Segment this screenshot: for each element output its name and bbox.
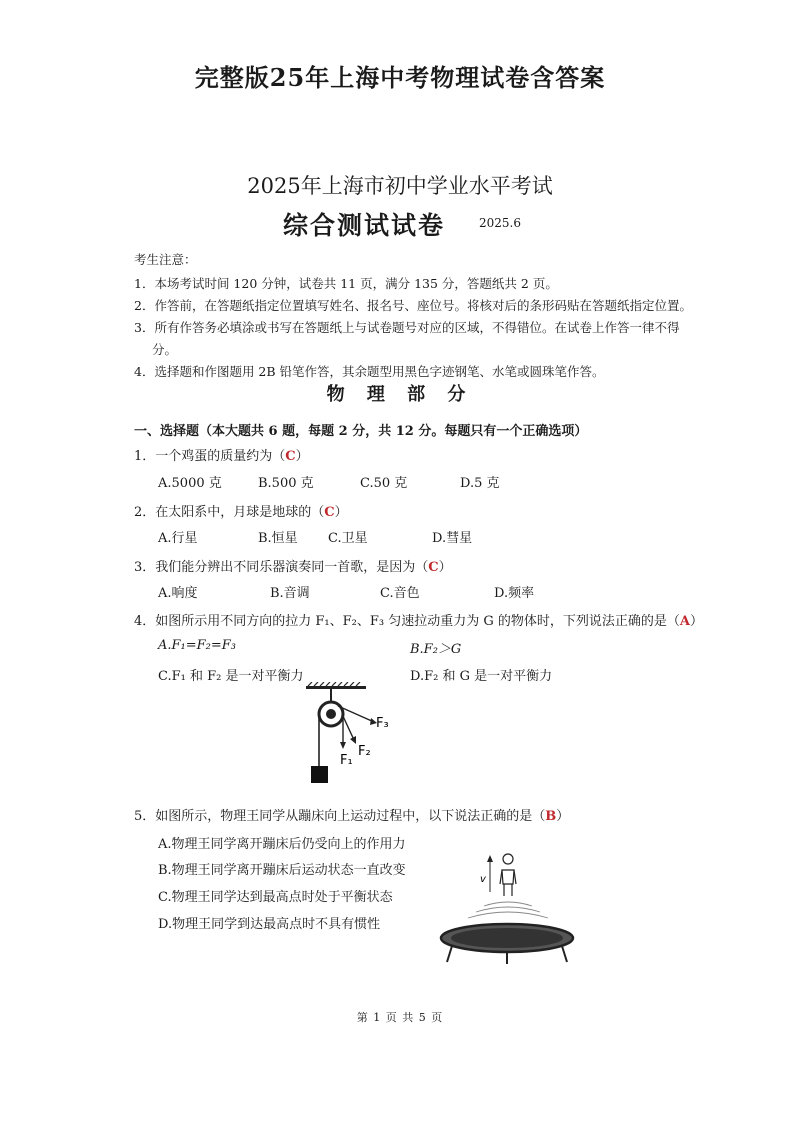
question-4-option-a: A.F₁=F₂=F₃ <box>158 638 236 653</box>
question-stem: 3．我们能分辨出不同乐器演奏同一首歌，是因为（ <box>134 560 429 575</box>
exam-title: 2025年上海市初中学业水平考试 <box>247 174 553 198</box>
question-2-stem <box>134 501 348 520</box>
note-item: 2．作答前，在答题纸指定位置填写姓名、报名号、座位号。将核对后的条形码贴在答题纸指定位置。 <box>134 298 692 313</box>
note-item-continued: 分。 <box>152 342 178 357</box>
question-3-option-b: B.音调 <box>270 586 310 601</box>
question-5-stem <box>134 805 569 824</box>
answer-mark: C <box>285 449 296 464</box>
question-2-option-c: C.卫星 <box>328 531 368 546</box>
question-1-option-c: C.50 克 <box>360 476 408 491</box>
answer-mark: C <box>324 505 335 520</box>
question-2-option-d: D.彗星 <box>432 531 473 546</box>
force-f3-label: F₃ <box>376 716 389 731</box>
question-stem: 1．一个鸡蛋的质量约为（ <box>134 449 286 464</box>
section-title: 物 理 部 分 <box>326 384 474 405</box>
paper-title: 综合测试试卷 <box>283 211 446 240</box>
force-f2-label: F₂ <box>358 744 371 759</box>
question-4-option-d: D.F₂ 和 G 是一对平衡力 <box>410 669 553 684</box>
notes-heading: 考生注意： <box>134 252 197 267</box>
question-4-stem <box>134 610 703 629</box>
question-1-option-a: A.5000 克 <box>158 476 222 491</box>
question-1-stem <box>134 445 309 464</box>
answer-mark: A <box>679 614 690 629</box>
question-5-option-c: C.物理王同学达到最高点时处于平衡状态 <box>158 890 393 905</box>
ceiling-hatching <box>308 682 360 686</box>
trampoline-mat-inner <box>451 928 563 948</box>
question-stem: 5．如图所示，物理王同学从蹦床向上运动过程中，以下说法正确的是（ <box>134 809 546 824</box>
ceiling <box>306 686 366 689</box>
document-title: 完整版25年上海中考物理试卷含答案 <box>194 63 606 92</box>
weight-block <box>311 766 328 783</box>
page-footer: 第 1 页 共 5 页 <box>356 1011 444 1024</box>
motion-lines <box>468 902 548 918</box>
pulley-figure <box>290 682 410 790</box>
velocity-arrowhead <box>487 855 493 862</box>
stem-close: ） <box>295 449 309 464</box>
question-3-option-a: A.响度 <box>158 586 198 601</box>
trampoline-figure <box>432 848 582 968</box>
question-3-option-c: C.音色 <box>380 586 420 601</box>
stem-close: ） <box>334 505 348 520</box>
question-3-stem <box>134 556 452 575</box>
note-item: 4．选择题和作图题用 2B 铅笔作答，其余题型用黑色字迹钢笔、水笔或圆珠笔作答。 <box>134 364 605 379</box>
part-heading: 一、选择题（本大题共 6 题，每题 2 分，共 12 分。每题只有一个正确选项） <box>134 424 588 439</box>
force-f1-label: F₁ <box>340 753 353 768</box>
question-stem: 2．在太阳系中，月球是地球的（ <box>134 505 325 520</box>
answer-mark: B <box>545 809 557 824</box>
pulley-axle <box>326 709 336 719</box>
stem-close: ） <box>556 809 570 824</box>
question-5-option-b: B.物理王同学离开蹦床后运动状态一直改变 <box>158 863 406 878</box>
question-5-option-a: A.物理王同学离开蹦床后仍受向上的作用力 <box>158 837 406 852</box>
question-5-option-d: D.物理王同学到达最高点时不具有惯性 <box>158 917 381 932</box>
question-4-option-b: B.F₂＞G <box>410 642 462 657</box>
question-1-option-d: D.5 克 <box>460 476 500 491</box>
person-figure <box>500 854 516 896</box>
question-stem: 4．如图所示用不同方向的拉力 F₁、F₂、F₃ 匀速拉动重力为 G 的物体时，下列说法正确的是（ <box>134 614 680 629</box>
force-f1-arrowhead <box>340 742 346 749</box>
answer-mark: C <box>428 560 439 575</box>
question-4-option-c: C.F₁ 和 F₂ 是一对平衡力 <box>158 669 304 684</box>
velocity-label: v <box>480 874 486 885</box>
note-item: 1．本场考试时间 120 分钟，试卷共 11 页，满分 135 分，答题纸共 2 页。 <box>134 276 558 291</box>
note-item: 3．所有作答务必填涂或书写在答题纸上与试卷题号对应的区域，不得错位。在试卷上作答一律不得 <box>134 320 680 335</box>
stem-close: ） <box>438 560 452 575</box>
force-f2-arrow <box>342 714 354 740</box>
stem-close: ） <box>689 614 703 629</box>
question-1-option-b: B.500 克 <box>258 476 314 491</box>
exam-date: 2025.6 <box>479 216 521 230</box>
question-2-option-a: A.行星 <box>158 531 198 546</box>
question-3-option-d: D.频率 <box>494 586 535 601</box>
question-2-option-b: B.恒星 <box>258 531 298 546</box>
